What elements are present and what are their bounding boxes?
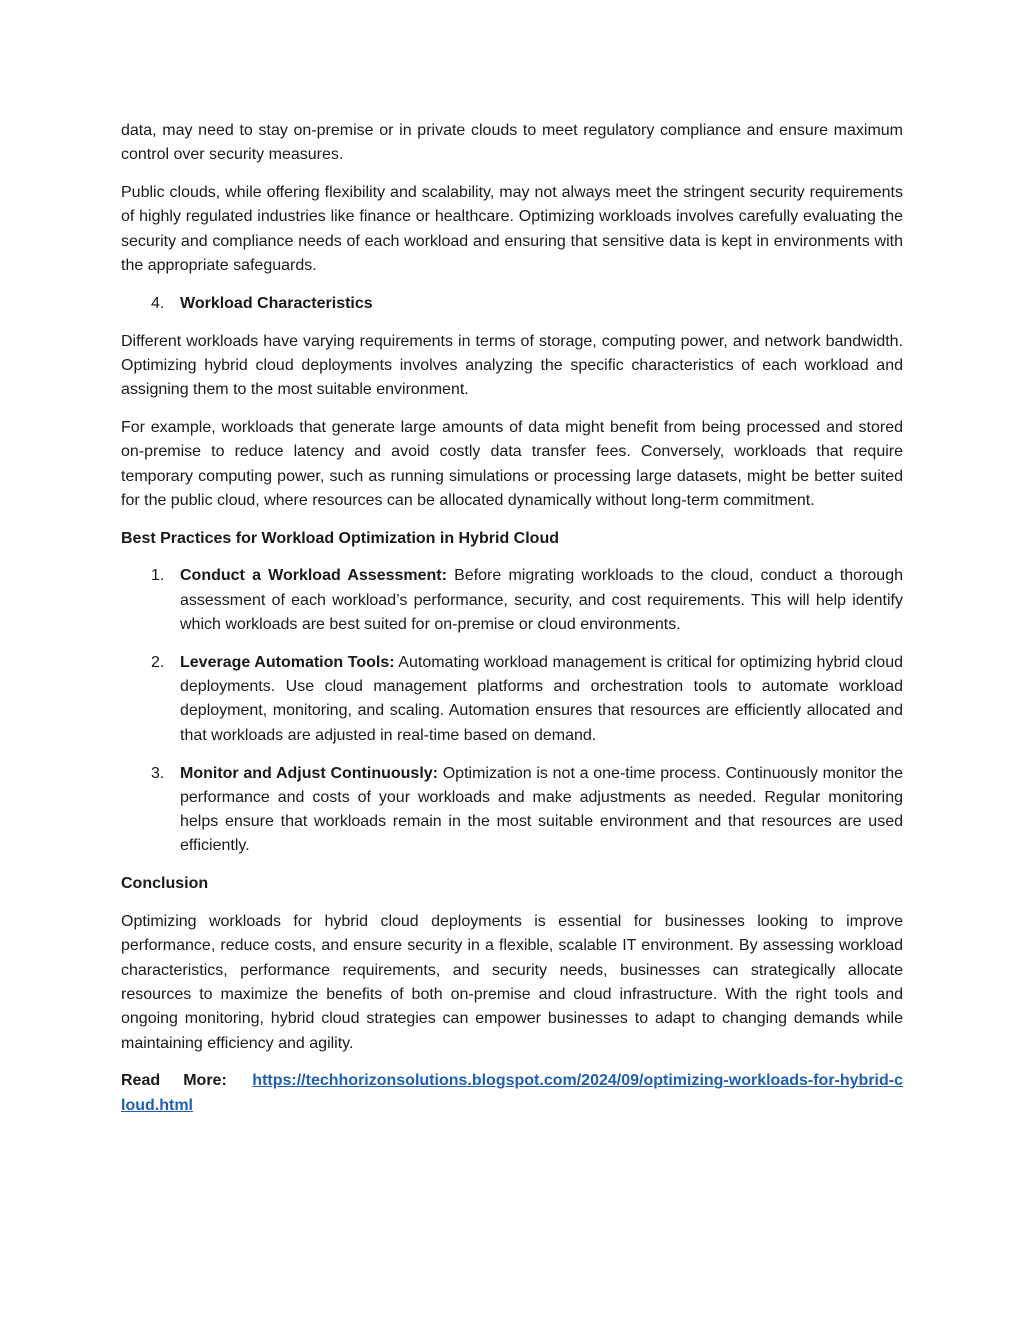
list-item-text: Optimization is not a one-time process. Continuously monitor the performance and costs of your workloads and make adjustments as needed. Regular monitoring helps ensure that workloads remain in the most suitable environment and that resources are used efficiently. — [180, 764, 903, 855]
list-item — [121, 564, 903, 637]
section-number: 4. — [151, 294, 165, 312]
list-item-number: 2. — [151, 653, 165, 671]
read-more — [121, 1069, 903, 1118]
list-item-title: Conduct a Workload Assessment: — [180, 567, 447, 585]
list-item-text: Before migrating workloads to the cloud, conduct a thorough assessment of each workload’s performance, security, and cost requirements. This will help identify which workloads are best suited for on-premise or cloud environments. — [180, 567, 903, 634]
paragraph-compliance: data, may need to stay on-premise or in private clouds to meet regulatory compliance and ensure maximum control over security measures. — [121, 122, 903, 164]
list-item-text: Automating workload management is critical for optimizing hybrid cloud deployments. Use cloud management platforms and orchestration tools to automate workload deployment, monitoring, and scaling. Automation ensures that resources are efficiently allocated and that workloads are adjusted in real-time based on demand. — [180, 653, 903, 744]
best-practices-heading: Best Practices for Workload Optimization in Hybrid Cloud — [121, 529, 559, 547]
paragraph-example: For example, workloads that generate large amounts of data might benefit from being processed and stored on-premise to reduce latency and avoid costly data transfer fees. Conversely, workloads that require temporary computing power, such as running simulations or processing large datasets, might be better suited for the public cloud, where resources can be allocated dynamically without long-term commitment. — [121, 418, 903, 509]
read-more-label: Read More: — [121, 1072, 227, 1090]
paragraph-conclusion: Optimizing workloads for hybrid cloud deployments is essential for businesses looking to improve performance, reduce costs, and ensure security in a flexible, scalable IT environment. By assessing workload characteristics, performance requirements, and security needs, businesses can strategically allocate resources to maximize the benefits of both on-premise and cloud infrastructure. With the right tools and ongoing monitoring, hybrid cloud strategies can empower businesses to adapt to changing demands while maintaining efficiency and agility. — [121, 913, 903, 1052]
list-item — [121, 762, 903, 859]
list-item-title: Monitor and Adjust Continuously: — [180, 764, 438, 782]
list-item-title: Leverage Automation Tools: — [180, 653, 395, 671]
list-item-number: 3. — [151, 764, 165, 782]
list-item-body — [180, 651, 903, 748]
list-item-body — [180, 564, 903, 637]
document-page — [121, 119, 903, 1118]
list-item-body — [180, 762, 903, 859]
paragraph-workload-requirements: Different workloads have varying requirements in terms of storage, computing power, and network bandwidth. Optimizing hybrid cloud deployments involves analyzing the specific characteristics of each workload and assigning them to the most suitable environment. — [121, 332, 903, 399]
section-title: Workload Characteristics — [180, 294, 373, 312]
list-item — [121, 651, 903, 748]
section-workload-characteristics — [121, 292, 903, 316]
paragraph-public-clouds: Public clouds, while offering flexibility and scalability, may not always meet the stringent security requirements of highly regulated industries like finance or healthcare. Optimizing workloads involves carefully evaluating the security and compliance needs of each workload and ensuring that sensitive data is kept in environments with the appropriate safeguards. — [121, 184, 903, 274]
conclusion-heading: Conclusion — [121, 875, 209, 893]
list-item-number: 1. — [151, 567, 165, 585]
read-more-link[interactable]: https://techhorizonsolutions.blogspot.com/2024/09/optimizing-workloads-for-hybrid-cloud.html — [121, 1072, 903, 1114]
